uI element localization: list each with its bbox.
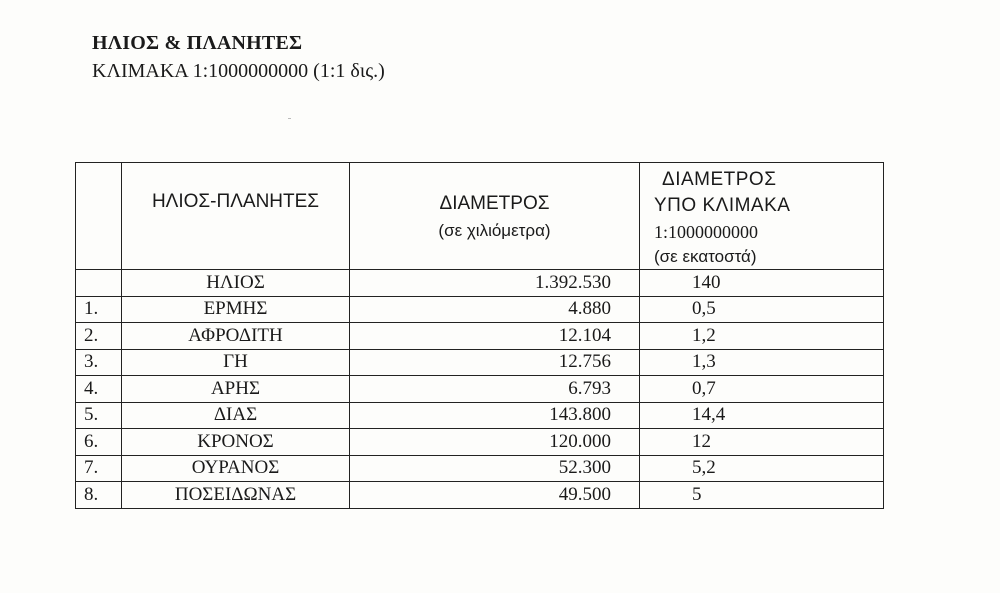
row-number: 3. [76,349,122,376]
row-number: 5. [76,402,122,429]
row-name: ΓΗ [122,349,350,376]
row-scaled-diameter: 5 [640,482,884,509]
row-diameter: 12.104 [350,323,640,350]
row-scaled-diameter: 140 [640,270,884,297]
row-scaled-diameter: 1,2 [640,323,884,350]
row-scaled-diameter: 1,3 [640,349,884,376]
table-row [76,349,884,376]
header-diameter-label: ΔΙΑΜΕΤΡΟΣ [439,193,550,214]
row-number: 8. [76,482,122,509]
table-row [76,296,884,323]
row-diameter: 6.793 [350,376,640,403]
row-diameter: 52.300 [350,455,640,482]
table-row [76,402,884,429]
row-name: ΑΡΗΣ [122,376,350,403]
row-name: ΗΛΙΟΣ [122,270,350,297]
row-name: ΔΙΑΣ [122,402,350,429]
row-name: ΕΡΜΗΣ [122,296,350,323]
row-number: 1. [76,296,122,323]
header-number [76,163,122,270]
table-row [76,376,884,403]
row-number [76,270,122,297]
header-diameter [350,163,640,270]
table-row [76,270,884,297]
planets-table [75,162,884,509]
header-scaled-diameter [640,163,884,270]
table-row [76,482,884,509]
row-scaled-diameter: 12 [640,429,884,456]
row-name: ΠΟΣΕΙΔΩΝΑΣ [122,482,350,509]
row-diameter: 4.880 [350,296,640,323]
row-diameter: 120.000 [350,429,640,456]
row-name: ΟΥΡΑΝΟΣ [122,455,350,482]
row-name: ΚΡΟΝΟΣ [122,429,350,456]
row-diameter: 12.756 [350,349,640,376]
page-title: ΗΛΙΟΣ & ΠΛΑΝΗΤΕΣ [92,32,303,54]
header-scaled-line1: ΔΙΑΜΕΤΡΟΣ [662,169,777,190]
row-diameter: 143.800 [350,402,640,429]
scan-speck [288,118,291,119]
table-row [76,455,884,482]
row-number: 7. [76,455,122,482]
row-number: 2. [76,323,122,350]
row-scaled-diameter: 14,4 [640,402,884,429]
header-scaled-line3: 1:1000000000 [654,222,759,242]
header-scaled-unit: (σε εκατοστά) [654,247,757,266]
header-scaled-line2: ΥΠΟ ΚΛΙΜΑΚΑ [654,195,791,216]
scale-subtitle: ΚΛΙΜΑΚΑ 1:1000000000 (1:1 δις.) [92,60,385,82]
row-number: 6. [76,429,122,456]
table-row [76,429,884,456]
header-name: ΗΛΙΟΣ-ΠΛΑΝΗΤΕΣ [122,163,350,270]
row-scaled-diameter: 0,5 [640,296,884,323]
row-scaled-diameter: 0,7 [640,376,884,403]
row-diameter: 49.500 [350,482,640,509]
table-header-row [76,163,884,270]
row-number: 4. [76,376,122,403]
row-name: ΑΦΡΟΔΙΤΗ [122,323,350,350]
table-row [76,323,884,350]
header-diameter-unit: (σε χιλιόμετρα) [438,221,551,240]
row-diameter: 1.392.530 [350,270,640,297]
row-scaled-diameter: 5,2 [640,455,884,482]
